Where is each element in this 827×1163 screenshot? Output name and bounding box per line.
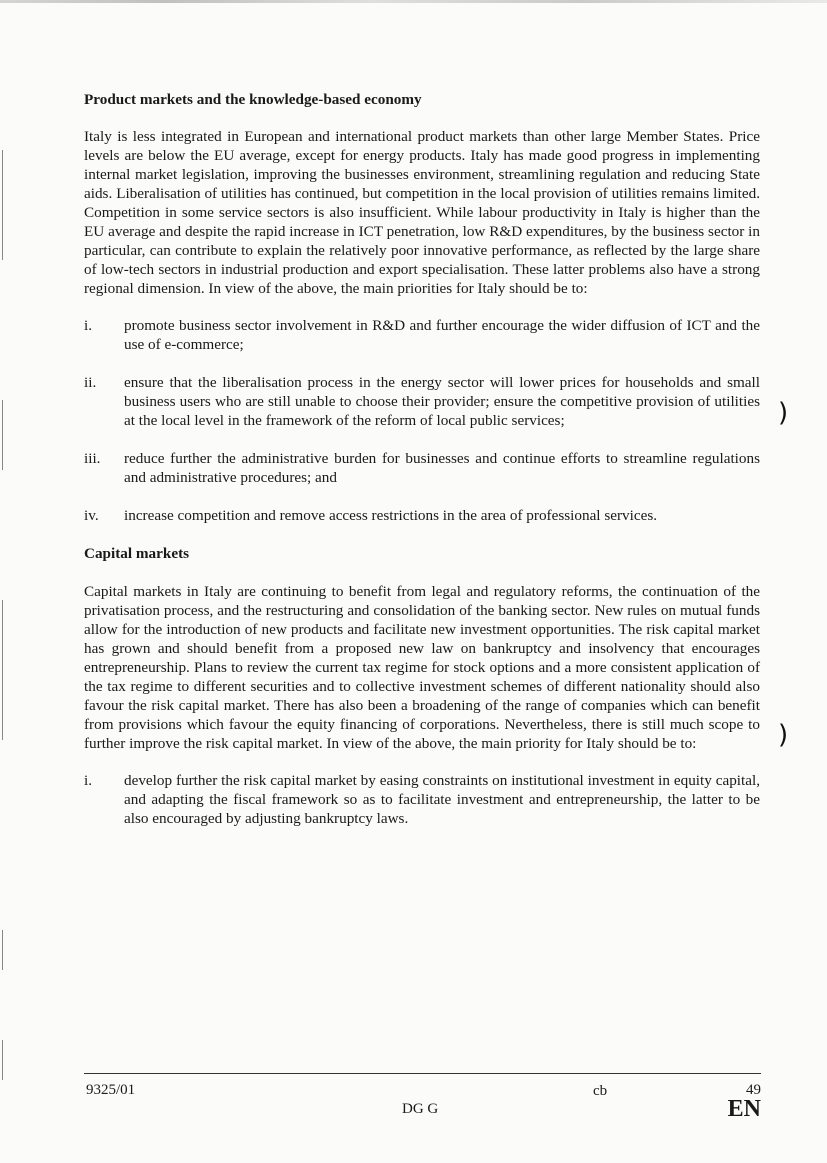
list-item bbox=[84, 506, 760, 525]
list-item-number: i. bbox=[84, 772, 93, 789]
scan-margin-line bbox=[2, 150, 3, 260]
scan-bracket-mark: ) bbox=[778, 398, 789, 428]
author-initials: cb bbox=[593, 1083, 608, 1099]
list-item-text: develop further the risk capital market by easing constraints on institutional investment in equity capital, and adapting the fiscal framework so as to facilitate investment and entrepreneurship, the latter to be also encouraged by adjusting bankruptcy laws. bbox=[124, 772, 760, 827]
scan-edge bbox=[0, 0, 827, 3]
list-item bbox=[84, 373, 760, 430]
list-item-text: increase competition and remove access restrictions in the area of professional services. bbox=[124, 507, 658, 524]
list-item bbox=[84, 316, 760, 354]
scan-margin-line bbox=[2, 600, 3, 740]
list-item-text: promote business sector involvement in R&D and further encourage the wider diffusion of ICT and the use of e-commerce; bbox=[124, 317, 760, 353]
section-heading-capital-markets: Capital markets bbox=[84, 545, 190, 562]
section-paragraph-product-markets: Italy is less integrated in European and international product markets than other large Member States. Price levels are below the EU average, except for energy products. Italy has made good progress in implementing internal market legislation, improving the businesses environment, streamlining regulation and reducing State aids. Liberalisation of utilities has continued, but competition in the local provision of utilities remains limited. Competition in some service sectors is also insufficient. While labour productivity in Italy is higher than the EU average and despite the rapid increase in ICT penetration, low R&D expenditures, by the business sector in particular, can contribute to explain the relatively poor innovative performance, as reflected by the large share of low-tech sectors in industrial production and export specialisation. These latter problems also have a strong regional dimension. In view of the above, the main priorities for Italy should be to: bbox=[84, 128, 760, 297]
section-paragraph-capital-markets: Capital markets in Italy are continuing to benefit from legal and regulatory reforms, the continuation of the privatisation process, and the restructuring and consolidation of the banking sector. New rules on mutual funds allow for the introduction of new products and facilitate new investment opportunities. The risk capital market has grown and should benefit from a proposed new law on bankruptcy and insolvency that encourages entrepreneurship. Plans to review the current tax regime for stock options and a more consistent application of the tax regime to different securities and to collective investment schemes of different nationality should also favour the risk capital market. There has also been a broadening of the range of companies which can benefit from provisions which favour the equity financing of corporations. Nevertheless, there is still much scope to further improve the risk capital market. In view of the above, the main priority for Italy should be to: bbox=[84, 583, 760, 752]
list-item-number: ii. bbox=[84, 374, 97, 391]
list-item bbox=[84, 449, 760, 487]
document-code: 9325/01 bbox=[86, 1082, 136, 1098]
section-heading-product-markets: Product markets and the knowledge-based economy bbox=[84, 91, 422, 108]
scan-margin-line bbox=[2, 400, 3, 470]
scan-margin-line bbox=[2, 1040, 3, 1080]
directorate-label: DG G bbox=[402, 1101, 439, 1117]
list-item-number: i. bbox=[84, 317, 93, 334]
list-item-number: iv. bbox=[84, 507, 99, 524]
list-item-text: ensure that the liberalisation process in the energy sector will lower prices for households and small business users who are still unable to choose their provider; ensure the competitive provision of utilities at the local level in the framework of the reform of local public services; bbox=[124, 374, 760, 429]
list-item-number: iii. bbox=[84, 450, 101, 467]
page-number: 49 bbox=[746, 1082, 761, 1098]
scan-bracket-mark: ) bbox=[778, 720, 789, 750]
list-item-text: reduce further the administrative burden for businesses and continue efforts to streamline regulations and administrative procedures; and bbox=[124, 450, 760, 486]
scan-margin-line bbox=[2, 930, 3, 970]
language-code: EN bbox=[727, 1096, 761, 1122]
page-footer bbox=[84, 1073, 761, 1122]
list-item bbox=[84, 771, 760, 828]
main-content bbox=[84, 90, 760, 828]
